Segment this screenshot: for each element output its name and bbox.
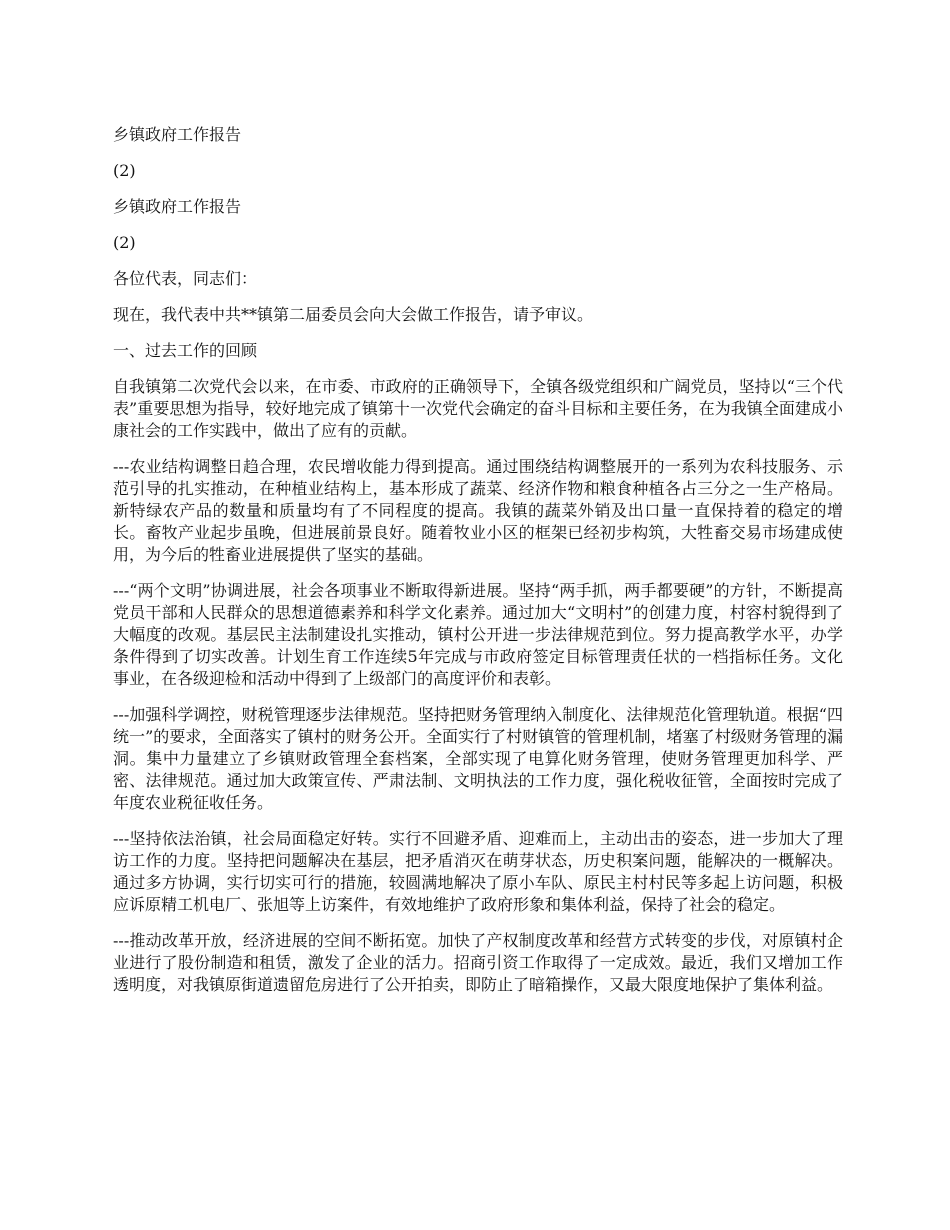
section-heading: 一、过去工作的回顾: [113, 341, 258, 360]
body-paragraph: ---“两个文明”协调进展，社会各项事业不断取得新进展。坚持“两手抓，两手都要硬”的方针，不断提高党员干部和人民群众的思想道德素养和科学文化素养。通过加大“文明村”的创建力度，村容村貌得到了大幅度的改观。基层民主法制建设扎实推动，镇村公开进一步法律规范到位。努力提高教学水平，办学条件得到了切实改善。计划生育工作连续5年完成与市政府签定目标管理责任状的一档指标任务。文化事业，在各级迎检和活动中得到了上级部门的高度评价和表彰。: [113, 581, 843, 688]
body-paragraph: 自我镇第二次党代会以来，在市委、市政府的正确领导下，全镇各级党组织和广阔党员，坚持以“三个代表”重要思想为指导，较好地完成了镇第十一次党代会确定的奋斗目标和主要任务，在为我镇全面建成小康社会的工作实践中，做出了应有的贡献。: [113, 377, 843, 440]
document-body: [113, 124, 843, 1010]
document-title: 乡镇政府工作报告: [113, 125, 242, 144]
document-title-repeat: 乡镇政府工作报告: [113, 197, 242, 216]
body-paragraph: ---推动改革开放，经济进展的空间不断拓宽。加快了产权制度改革和经营方式转变的步伐，对原镇村企业进行了股份制造和租赁，激发了企业的活力。招商引资工作取得了一定成效。最近，我们又增加工作透明度，对我镇原街道遗留危房进行了公开拍卖，即防止了暗箱操作，又最大限度地保护了集体利益。: [113, 931, 843, 994]
body-paragraph: ---农业结构调整日趋合理，农民增收能力得到提高。通过围绕结构调整展开的一系列为农科技服务、示范引导的扎实推动，在种植业结构上，基本形成了蔬菜、经济作物和粮食种植各占三分之一生产格局。新特绿农产品的数量和质量均有了不同程度的提高。我镇的蔬菜外销及出口量一直保持着的稳定的增长。畜牧产业起步虽晚，但进展前景良好。随着牧业小区的框架已经初步构筑，大牲畜交易市场建成使用，为今后的牲畜业进展提供了坚实的基础。: [113, 457, 843, 564]
document-part-number: (2): [113, 161, 136, 180]
greeting: 各位代表，同志们：: [113, 269, 258, 288]
body-paragraph: ---加强科学调控，财税管理逐步法律规范。坚持把财务管理纳入制度化、法律规范化管理轨道。根据“四统一”的要求，全面落实了镇村的财务公开。全面实行了村财镇管的管理机制，堵塞了村级财务管理的漏洞。集中力量建立了乡镇财政管理全套档案，全部实现了电算化财务管理，使财务管理更加科学、严密、法律规范。通过加大政策宣传、严肃法制、文明执法的工作力度，强化税收征管，全面按时完成了年度农业税征收任务。: [113, 705, 843, 812]
intro-sentence: 现在，我代表中共**镇第二届委员会向大会做工作报告，请予审议。: [113, 305, 594, 324]
document-part-number-repeat: (2): [113, 233, 136, 252]
body-paragraph: ---坚持依法治镇，社会局面稳定好转。实行不回避矛盾、迎难而上，主动出击的姿态，进一步加大了理访工作的力度。坚持把问题解决在基层，把矛盾消灭在萌芽状态，历史积案问题，能解决的一概解决。通过多方协调，实行切实可行的措施，较圆满地解决了原小车队、原民主村村民等多起上访问题，积极应诉原精工机电厂、张旭等上访案件，有效地维护了政府形象和集体利益，保持了社会的稳定。: [113, 829, 843, 914]
